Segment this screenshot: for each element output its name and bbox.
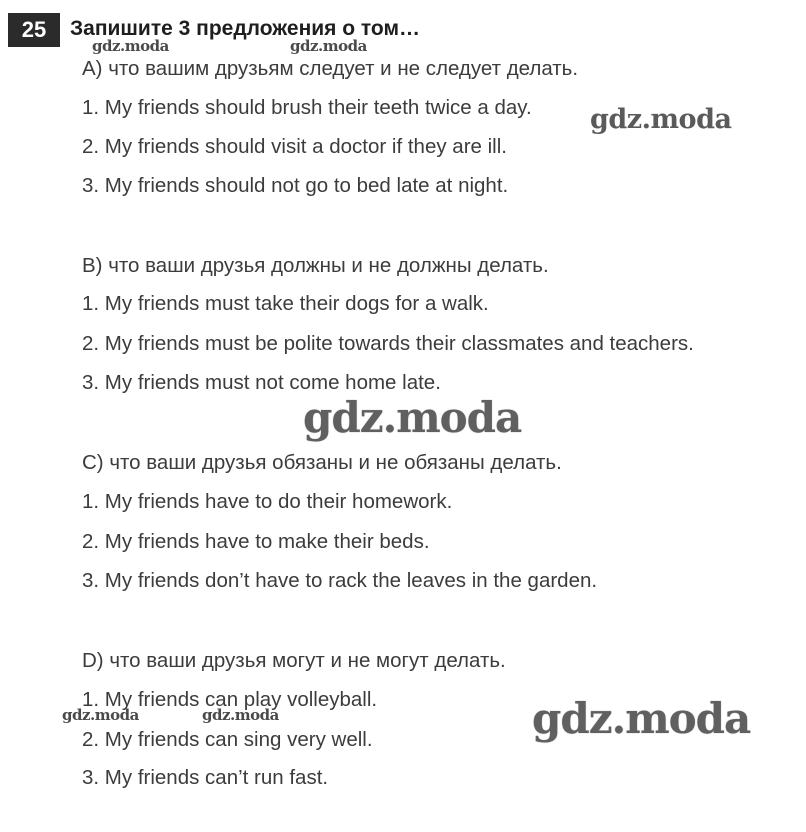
section-b-heading: B) что ваши друзья должны и не должны делать.	[82, 254, 549, 277]
watermark-logo: gdz.moda	[290, 37, 367, 55]
section-a-line-3: 3. My friends should not go to bed late at night.	[82, 174, 509, 197]
watermark-logo: gdz.moda	[92, 37, 169, 55]
watermark-logo: gdz.moda	[303, 393, 522, 442]
section-b-line-1: 1. My friends must take their dogs for a walk.	[82, 292, 489, 315]
section-c-line-1: 1. My friends have to do their homework.	[82, 490, 453, 513]
section-c-line-2: 2. My friends have to make their beds.	[82, 530, 430, 553]
section-d-line-1: 1. My friends can play volleyball.	[82, 688, 378, 711]
task-title: Запишите 3 предложения о том…	[70, 17, 421, 40]
section-d-line-2: 2. My friends can sing very well.	[82, 728, 373, 751]
section-c-line-3: 3. My friends don’t have to rack the leaves in the garden.	[82, 569, 598, 592]
section-b-line-2: 2. My friends must be polite towards their classmates and teachers.	[82, 332, 694, 355]
section-c-heading: C) что ваши друзья обязаны и не обязаны делать.	[82, 451, 562, 474]
watermark-logo: gdz.moda	[202, 706, 279, 724]
section-d-line-3: 3. My friends can’t run fast.	[82, 766, 329, 789]
watermark-logo: gdz.moda	[62, 706, 139, 724]
section-a-line-2: 2. My friends should visit a doctor if they are ill.	[82, 135, 507, 158]
section-a-line-1: 1. My friends should brush their teeth twice a day.	[82, 96, 532, 119]
task-number-badge: 25	[8, 13, 60, 47]
section-a-heading: A) что вашим друзьям следует и не следует делать.	[82, 57, 579, 80]
section-d-heading: D) что ваши друзья могут и не могут делать.	[82, 649, 506, 672]
section-b-line-3: 3. My friends must not come home late.	[82, 371, 441, 394]
watermark-logo: gdz.moda	[590, 104, 732, 135]
watermark-logo: gdz.moda	[532, 694, 751, 743]
